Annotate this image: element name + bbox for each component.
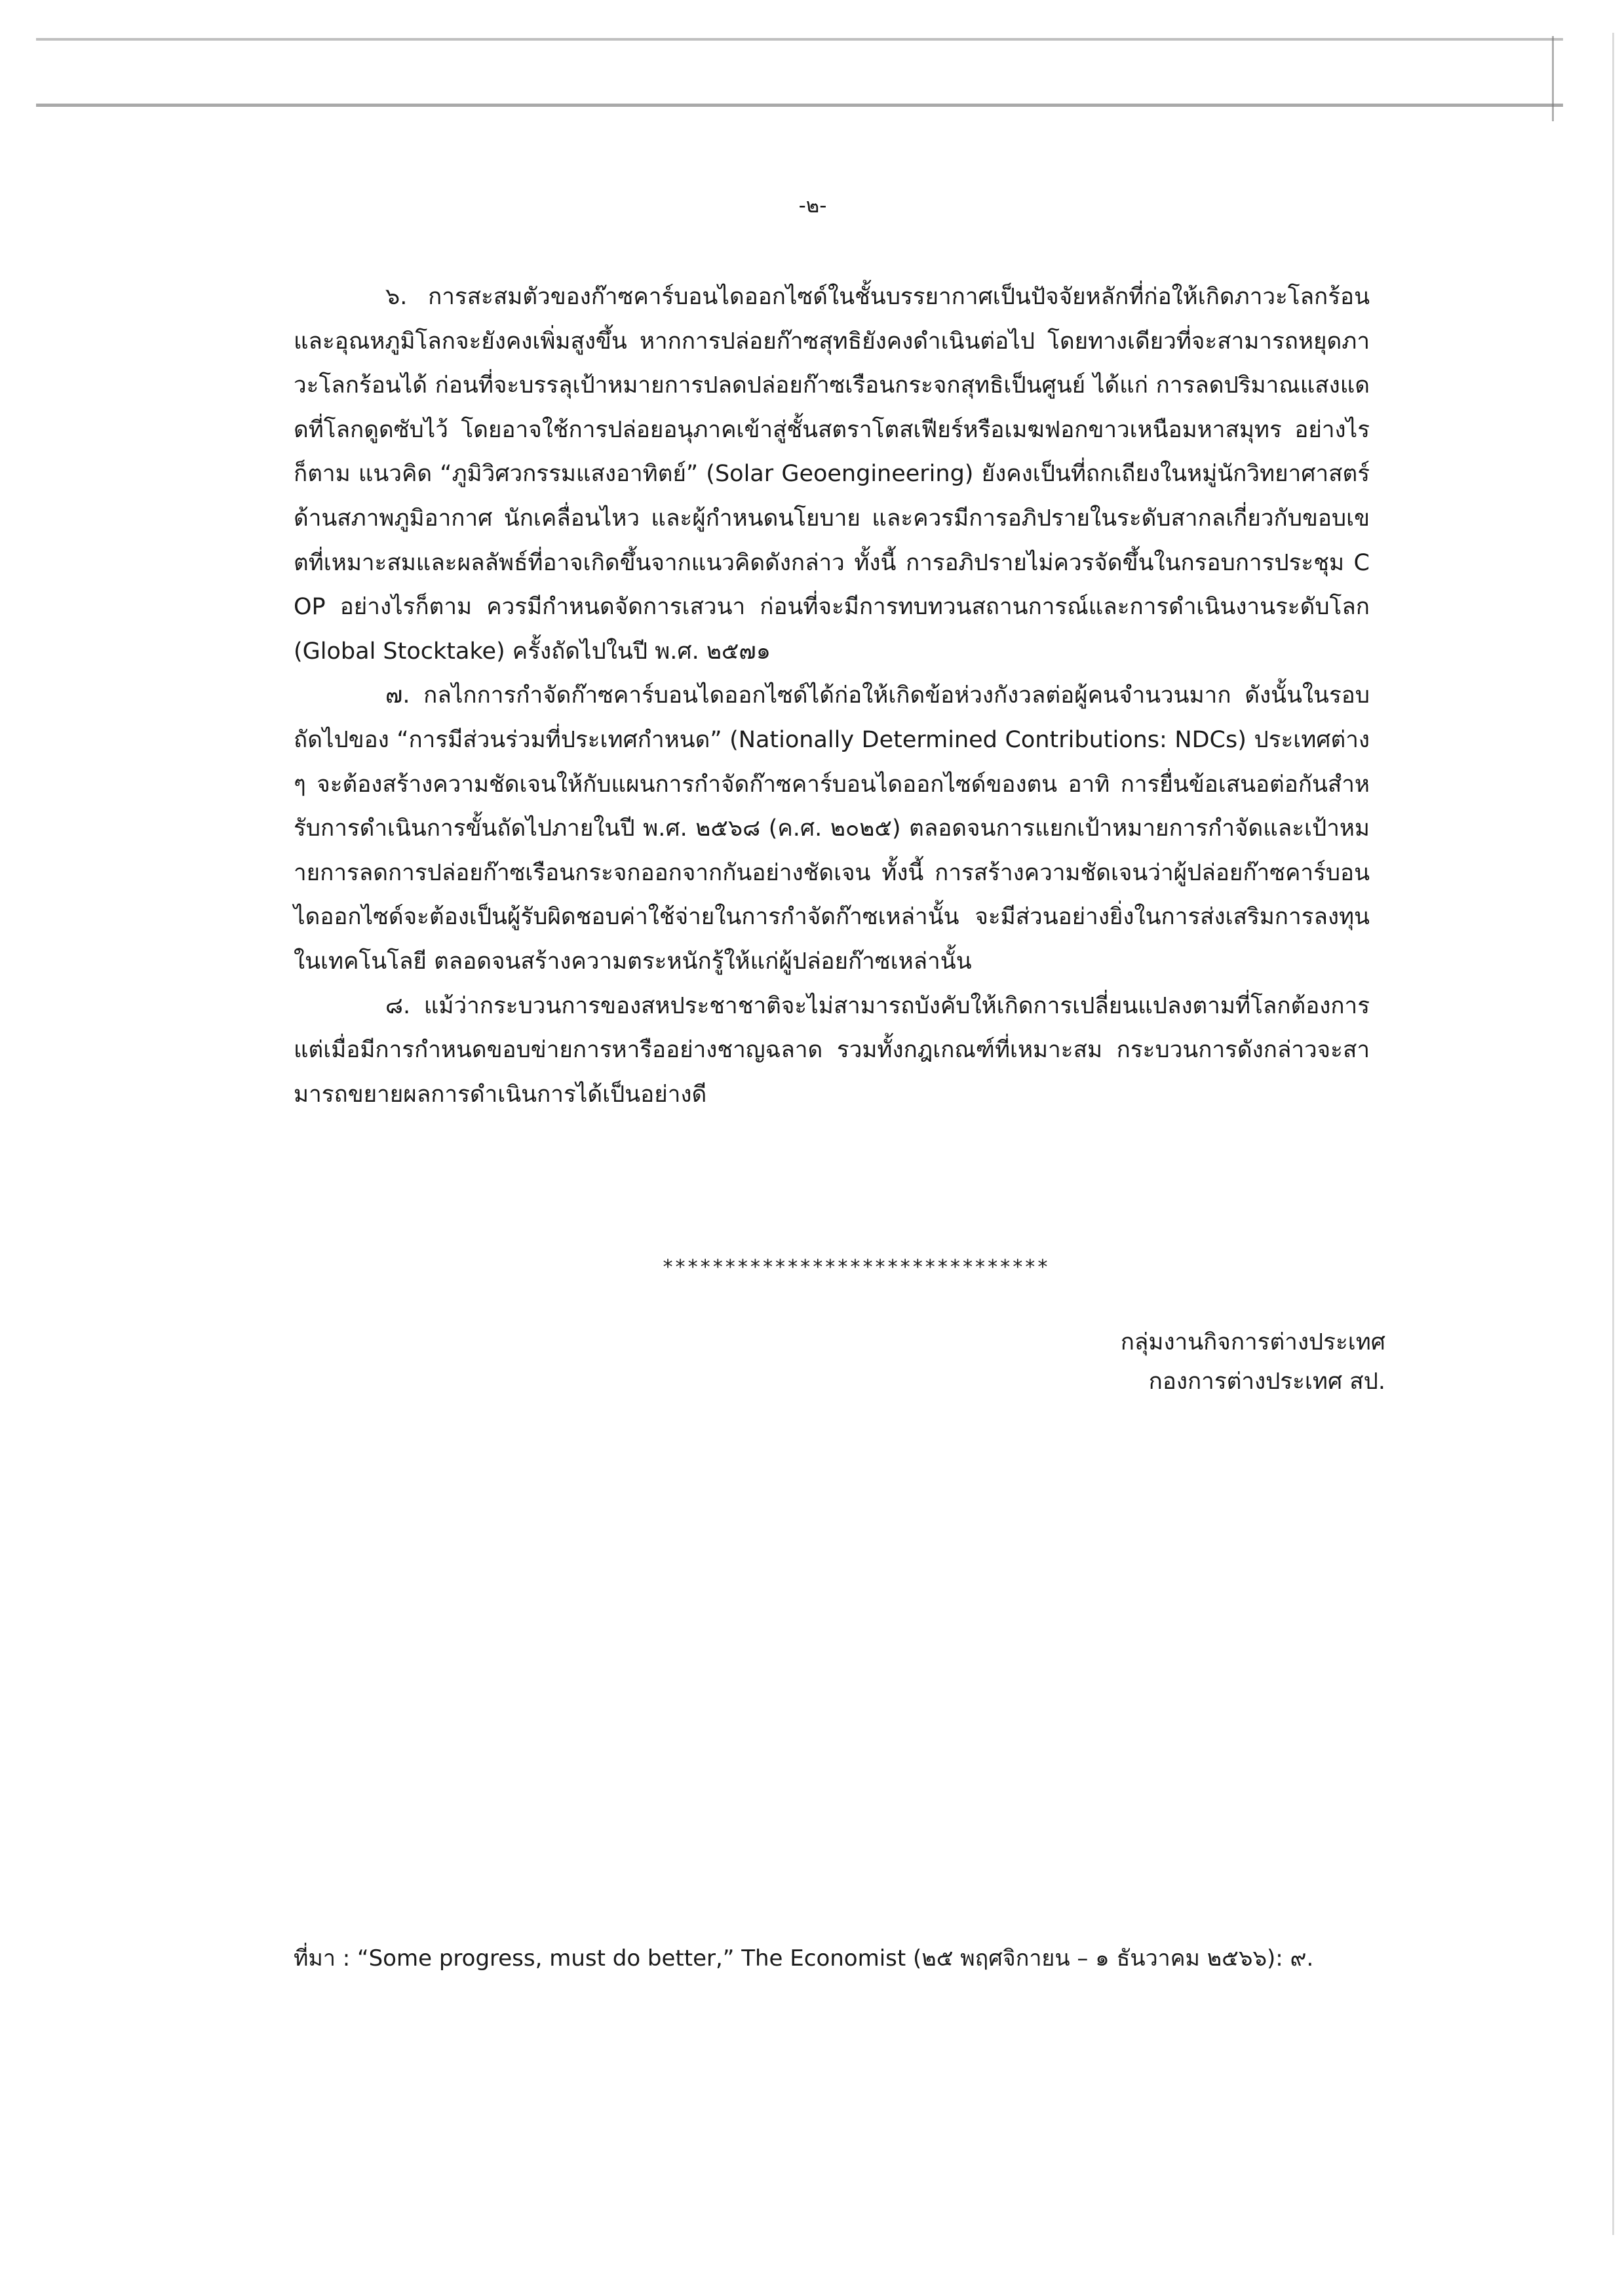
page-number: -๒-	[798, 194, 827, 218]
paragraph-7: ๗. กลไกการกำจัดก๊าซคาร์บอนไดออกไซด์ได้ก่อให้เกิดข้อห่วงกังวลต่อผู้คนจำนวนมาก ดังนั้นในรอบถัดไปของ “การมีส่วนร่วมที่ประเทศกำหนด” (Nationally Determined Contributions: NDCs) ประเทศต่าง ๆ จะต้องสร้างความชัดเจนให้กับแผนการกำจัดก๊าซคาร์บอนไดออกไซด์ของตน อาทิ การยื่นข้อเสนอต่อกันสำหรับการดำเนินการขั้นถัดไปภายในปี พ.ศ. ๒๕๖๘ (ค.ศ. ๒๐๒๕) ตลอดจนการแยกเป้าหมายการกำจัดและเป้าหมายการลดการปล่อยก๊าซเรือนกระจกออกจากกันอย่างชัดเจน ทั้งนี้ การสร้างความชัดเจนว่าผู้ปล่อยก๊าซคาร์บอนไดออกไซด์จะต้องเป็นผู้รับผิดชอบค่าใช้จ่ายในการกำจัดก๊าซเหล่านั้น จะมีส่วนอย่างยิ่งในการส่งเสริมการลงทุนในเทคโนโลยี ตลอดจนสร้างความตระหนักรู้ให้แก่ผู้ปล่อยก๊าซเหล่านั้น	[294, 682, 1370, 975]
signature-division: กลุ่มงานกิจการต่างประเทศ	[1120, 1329, 1385, 1355]
source-citation: ที่มา : “Some progress, must do better,” The Economist (๒๕ พฤศจิกายน – ๑ ธันวาคม ๒๕๖๖): ๙.	[294, 1945, 1314, 1972]
signature-office: กองการต่างประเทศ สป.	[1148, 1369, 1385, 1395]
scan-page-edge	[1612, 33, 1614, 2235]
scan-right-mark	[1552, 36, 1554, 121]
signature-block	[1049, 1323, 1385, 1401]
scan-header-line	[36, 104, 1563, 107]
paragraph-8: ๘. แม้ว่ากระบวนการของสหประชาชาติจะไม่สามารถบังคับให้เกิดการเปลี่ยนแปลงตามที่โลกต้องการแต่เมื่อมีการกำหนดขอบข่ายการหารืออย่างชาญฉลาด รวมทั้งกฎเกณฑ์ที่เหมาะสม กระบวนการดังกล่าวจะสามารถขยายผลการดำเนินการได้เป็นอย่างดี	[294, 992, 1370, 1108]
scan-top-line	[36, 38, 1563, 41]
document-body	[294, 275, 1370, 1117]
paragraph-6: ๖. การสะสมตัวของก๊าซคาร์บอนไดออกไซด์ในชั้นบรรยากาศเป็นปัจจัยหลักที่ก่อให้เกิดภาวะโลกร้อนและอุณหภูมิโลกจะยังคงเพิ่มสูงขึ้น หากการปล่อยก๊าซสุทธิยังคงดำเนินต่อไป โดยทางเดียวที่จะสามารถหยุดภาวะโลกร้อนได้ ก่อนที่จะบรรลุเป้าหมายการปลดปล่อยก๊าซเรือนกระจกสุทธิเป็นศูนย์ ได้แก่ การลดปริมาณแสงแดดที่โลกดูดซับไว้ โดยอาจใช้การปล่อยอนุภาคเข้าสู่ชั้นสตราโตสเฟียร์หรือเมฆฟอกขาวเหนือมหาสมุทร อย่างไรก็ตาม แนวคิด “ภูมิวิศวกรรมแสงอาทิตย์” (Solar Geoengineering) ยังคงเป็นที่ถกเถียงในหมู่นักวิทยาศาสตร์ด้านสภาพภูมิอากาศ นักเคลื่อนไหว และผู้กำหนดนโยบาย และควรมีการอภิปรายในระดับสากลเกี่ยวกับขอบเขตที่เหมาะสมและผลลัพธ์ที่อาจเกิดขึ้นจากแนวคิดดังกล่าว ทั้งนี้ การอภิปรายไม่ควรจัดขึ้นในกรอบการประชุม COP อย่างไรก็ตาม ควรมีกำหนดจัดการเสวนา ก่อนที่จะมีการทบทวนสถานการณ์และการดำเนินงานระดับโลก (Global Stocktake) ครั้งถัดไปในปี พ.ศ. ๒๕๗๑	[294, 284, 1370, 665]
section-divider: *******************************	[662, 1256, 1049, 1279]
